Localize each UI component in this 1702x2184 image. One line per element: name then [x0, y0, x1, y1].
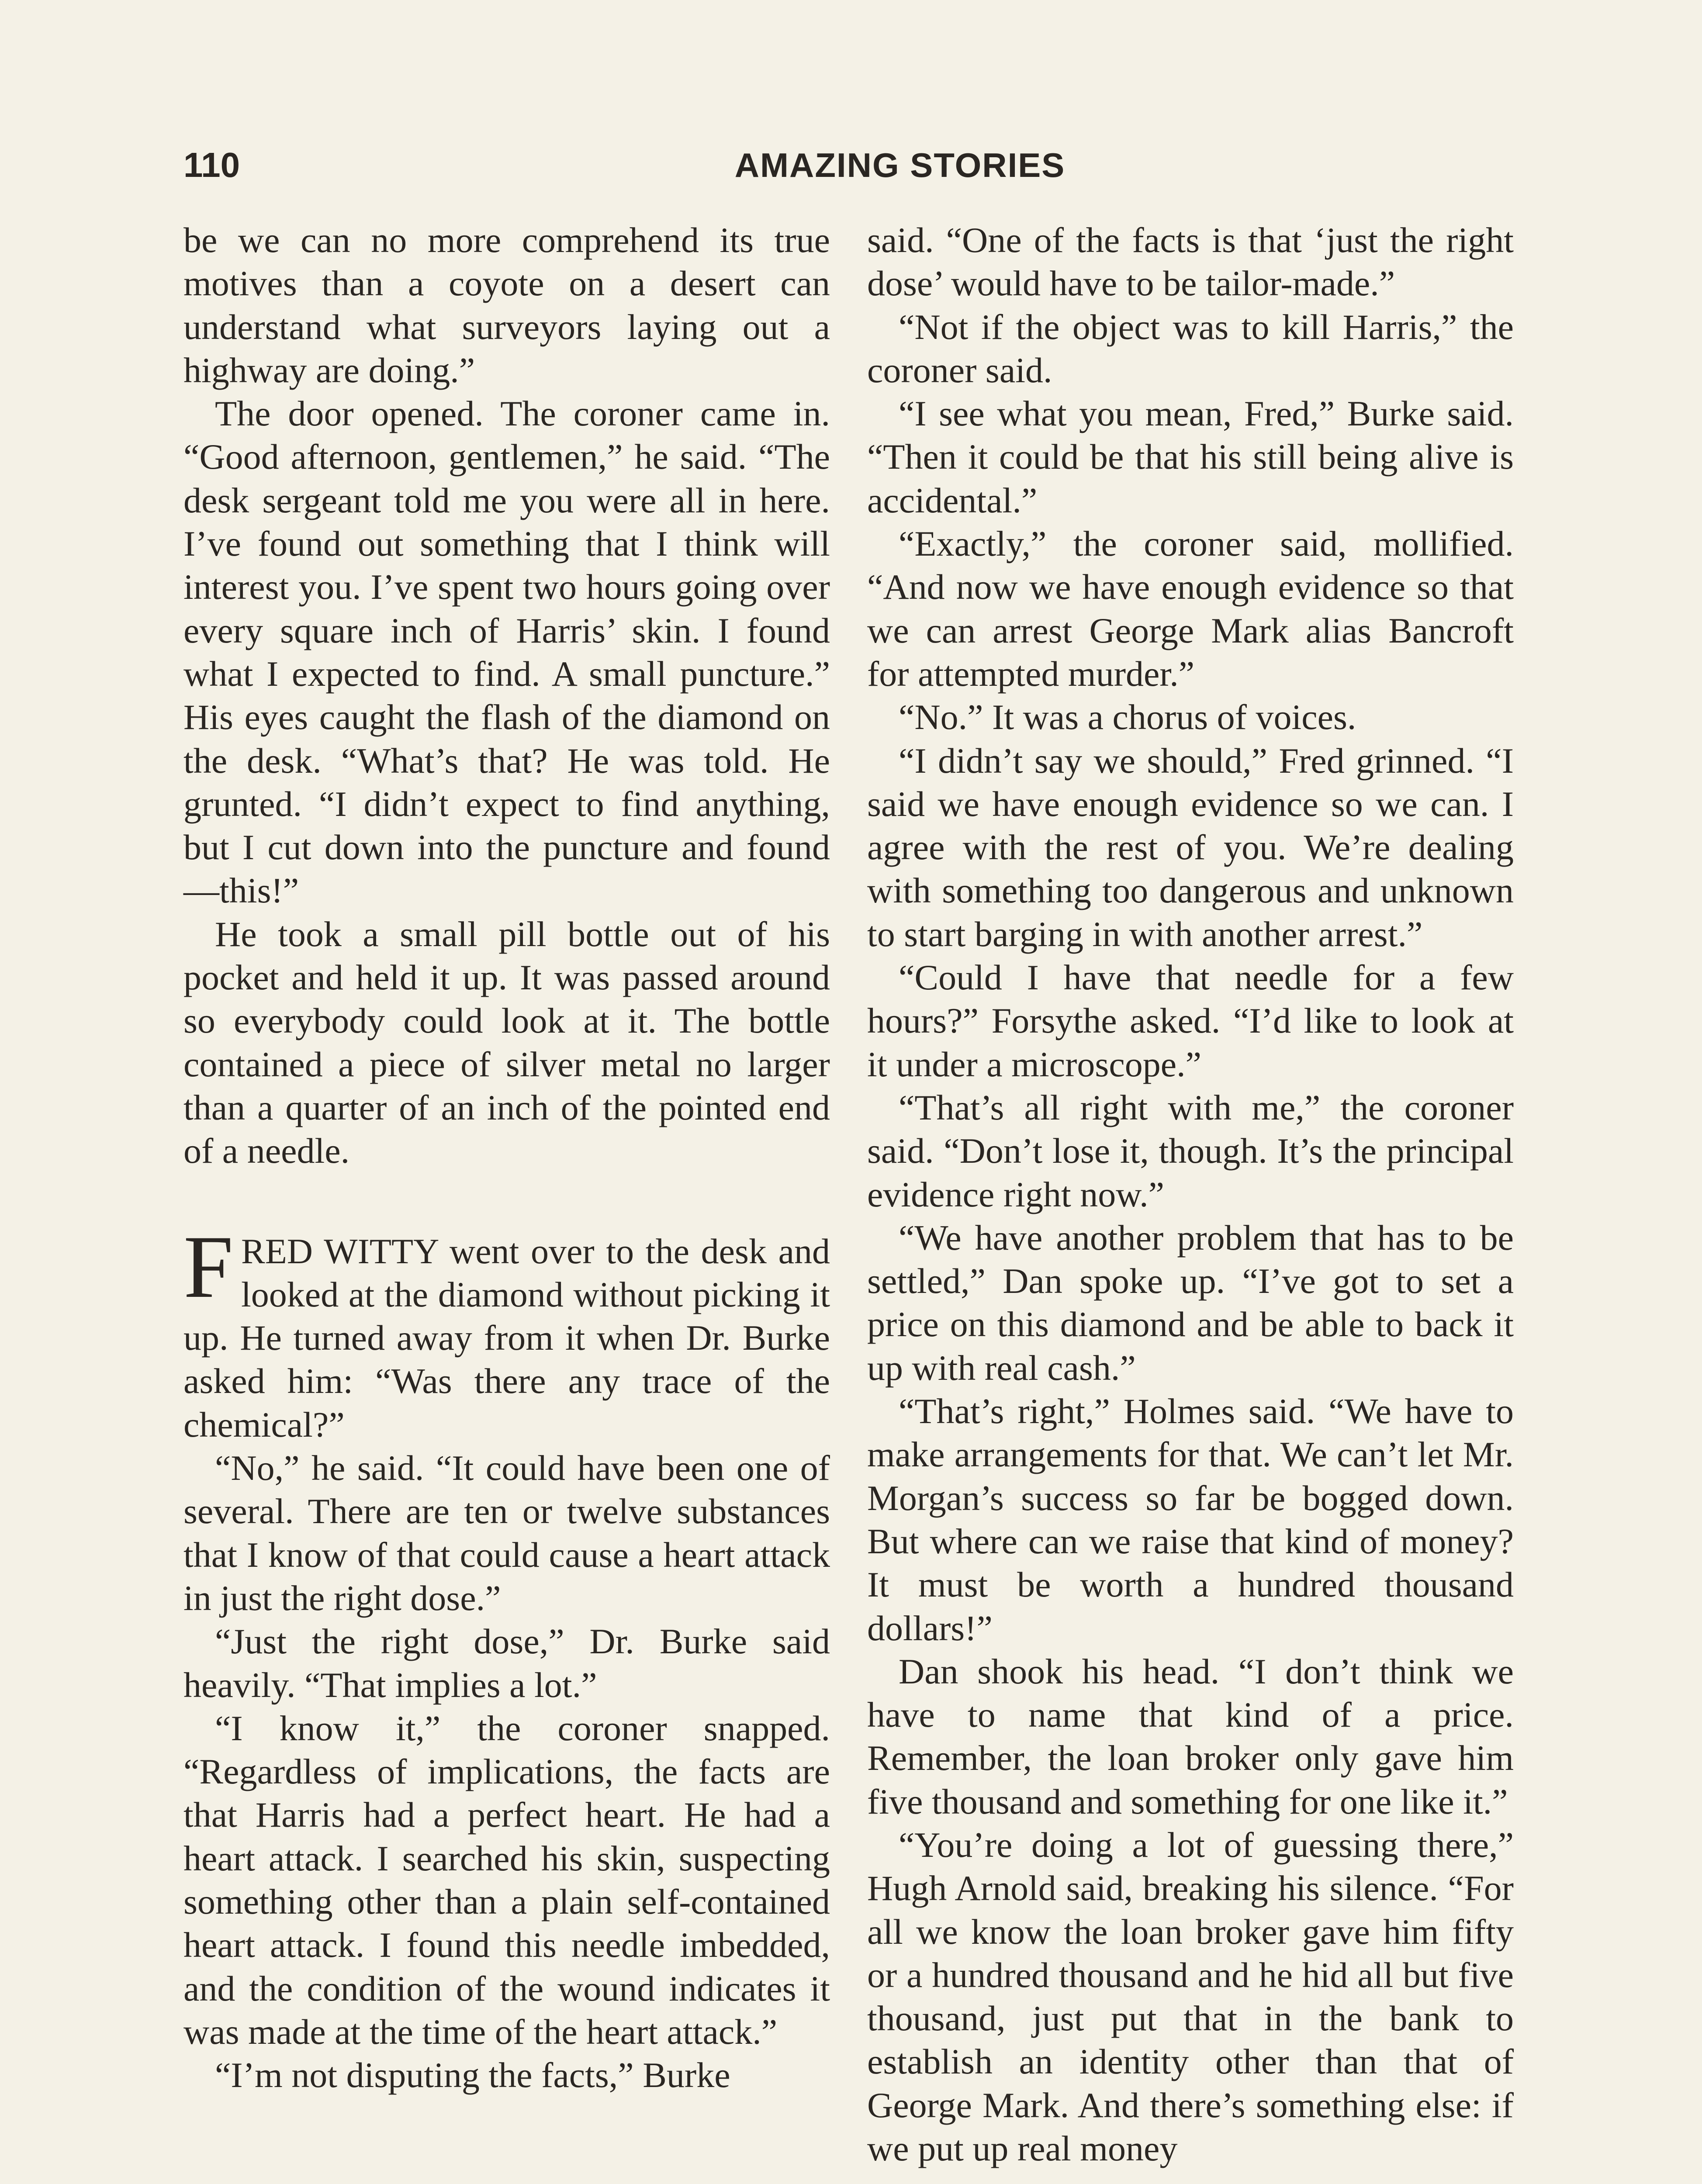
paragraph-text: RED WITTY went over to the desk and looked at the diamond without picking it up. He turned away from it when Dr. Burke asked him: “Was there any trace of the chemical?” — [183, 1231, 830, 1444]
paragraph: “I’m not disputing the facts,” Burke — [215, 2055, 730, 2095]
page-number: 110 — [183, 145, 240, 184]
paragraph: Dan shook his head. “I don’t think we have to name that kind of a price. Remember, the loan broker only gave him five thousand and something for one like it.” — [867, 1651, 1514, 1821]
paragraph: be we can no more comprehend its true motives than a coyote on a desert can understand what surveyors laying out a highway are doing.” — [183, 220, 830, 390]
paragraph: “I didn’t say we should,” Fred grinned. “I said we have enough evidence so we can. I agree with the rest of you. We’re dealing with something too dangerous and unknown to start barging in with another arrest.” — [867, 740, 1514, 954]
paragraph: “Not if the object was to kill Harris,” the coroner said. — [867, 307, 1514, 390]
paragraph: “I see what you mean, Fred,” Burke said. “Then it could be that his still being alive is accidental.” — [867, 394, 1514, 520]
right-column — [867, 218, 1514, 2170]
section-start-paragraph — [183, 1217, 830, 1446]
paragraph: “That’s all right with me,” the coroner said. “Don’t lose it, though. It’s the principal evidence right now.” — [867, 1087, 1514, 1214]
page-header — [183, 139, 1520, 191]
drop-cap: F — [183, 1217, 234, 1317]
paragraph: “We have another problem that has to be settled,” Dan spoke up. “I’ve got to set a price on this diamond and be able to back it up with real cash.” — [867, 1217, 1514, 1388]
paragraph: “Just the right dose,” Dr. Burke said heavily. “That implies a lot.” — [183, 1621, 830, 1705]
left-column — [183, 218, 830, 2097]
paragraph: “You’re doing a lot of guessing there,” Hugh Arnold said, breaking his silence. “For all we know the loan broker gave him fifty or a hundred thousand and he hid all but five thousand, just put that in the bank to establish an identity other than that of George Mark. And there’s something else: if we put up real money — [867, 1825, 1514, 2169]
paragraph: The door opened. The coroner came in. “Good afternoon, gentlemen,” he said. “The desk sergeant told me you were all in here. I’ve found out something that I think will interest you. I’ve spent two hours going over every square inch of Harris’ skin. I found what I expected to find. A small puncture.” His eyes caught the flash of the diamond on the desk. “What’s that? He was told. He grunted. “I didn’t expect to find anything, but I cut down into the puncture and found—this!” — [183, 394, 830, 911]
paragraph: “No.” It was a chorus of voices. — [899, 697, 1356, 737]
paragraph: He took a small pill bottle out of his pocket and held it up. It was passed around so everybody could look at it. The bottle contained a piece of silver metal no larger than a quarter of an inch of the pointed end of a needle. — [183, 914, 830, 1171]
paragraph: “That’s right,” Holmes said. “We have to make arrangements for that. We can’t let Mr. Morgan’s success so far be bogged down. But where can we raise that kind of money? It must be worth a hundred thousand dollars!” — [867, 1391, 1514, 1648]
running-head: AMAZING STORIES — [734, 146, 1065, 184]
paragraph: “I know it,” the coroner snapped. “Regardless of implications, the facts are that Harris had a perfect heart. He had a heart attack. I searched his skin, suspecting something other than a plain self-contained heart attack. I found this needle imbedded, and the condition of the wound indicates it was made at the time of the heart attack.” — [183, 1708, 830, 2052]
paragraph: “Could I have that needle for a few hours?” Forsythe asked. “I’d like to look at it under a microscope.” — [867, 957, 1514, 1084]
paragraph: “No,” he said. “It could have been one of several. There are ten or twelve substances that I know of that could cause a heart attack in just the right dose.” — [183, 1448, 830, 1618]
paragraph: “Exactly,” the coroner said, mollified. “And now we have enough evidence so that we can arrest George Mark alias Bancroft for attempted murder.” — [867, 524, 1514, 694]
paragraph: said. “One of the facts is that ‘just the right dose’ would have to be tailor-made.” — [867, 220, 1514, 304]
